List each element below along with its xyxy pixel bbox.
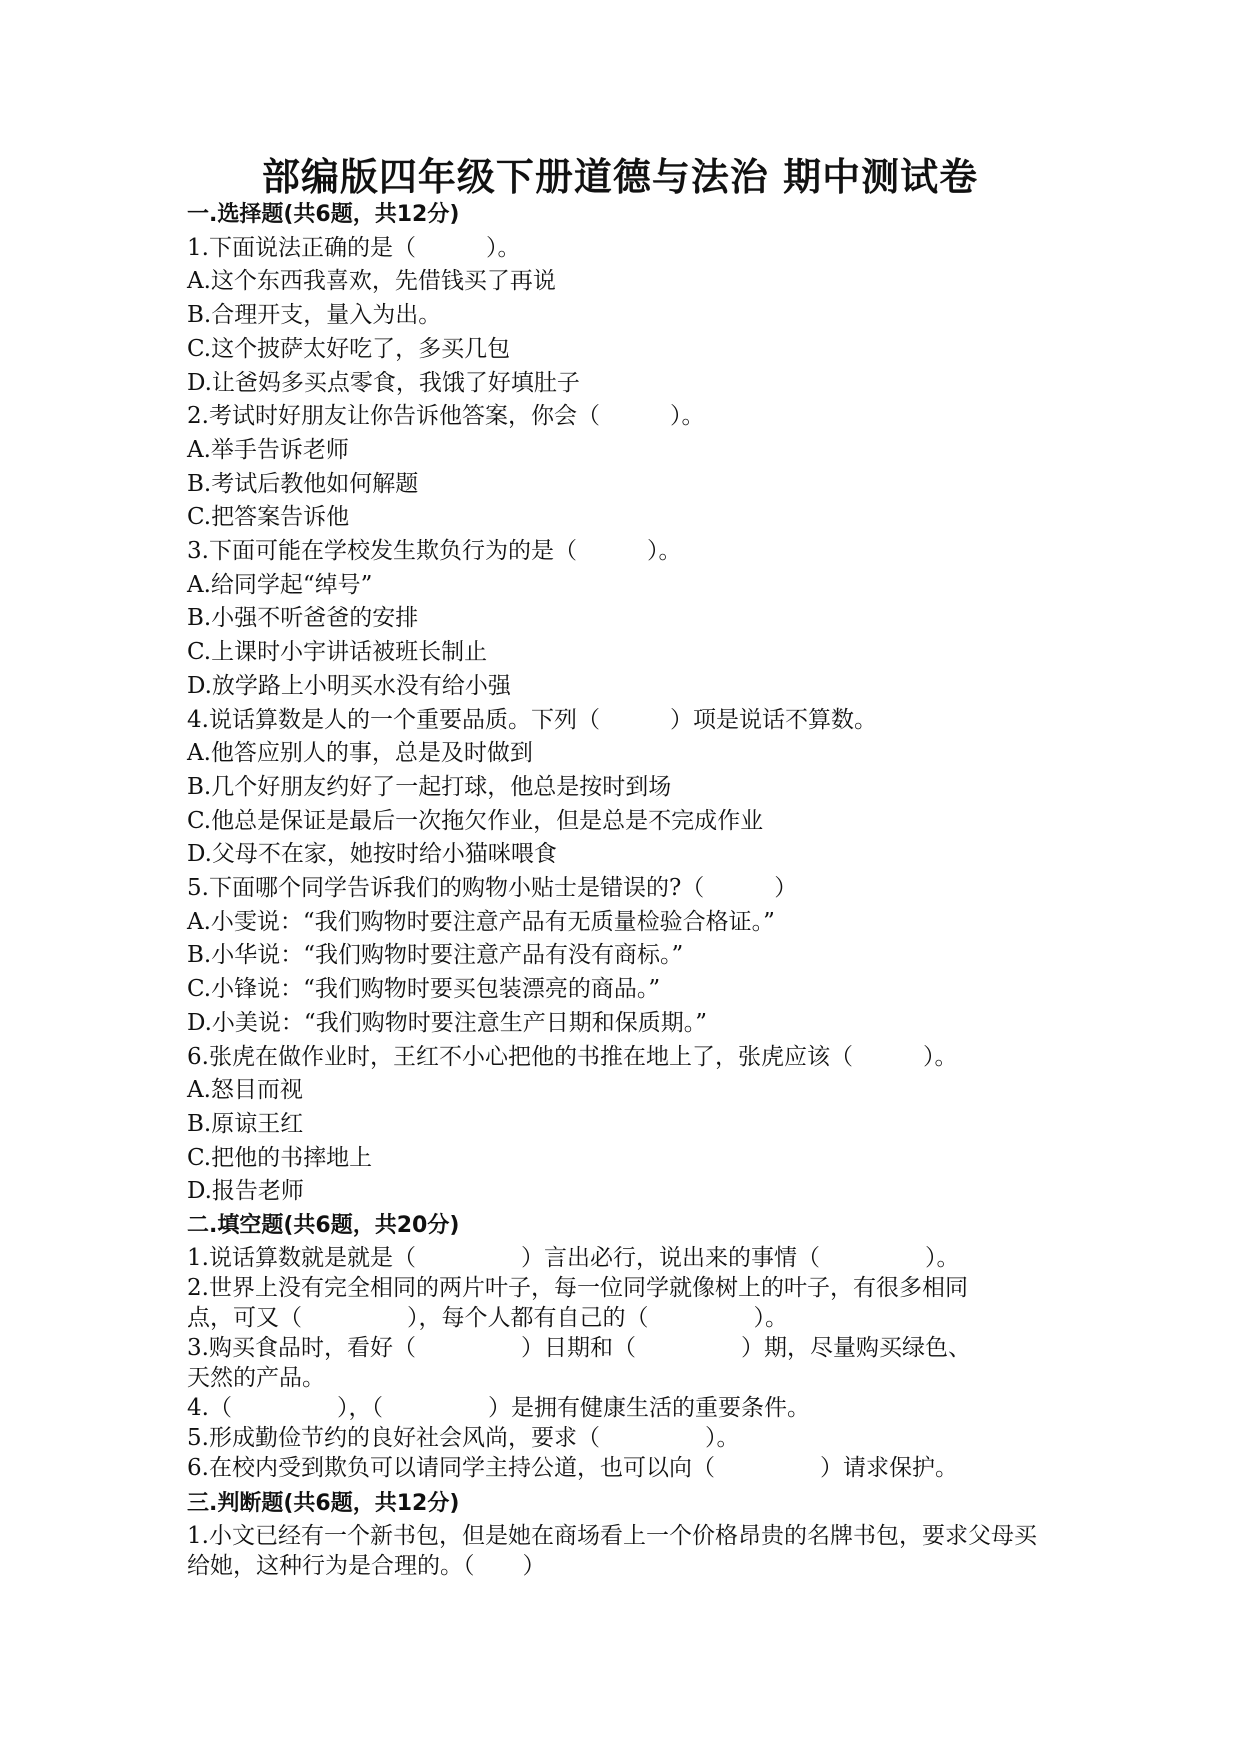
- fill-text: 点，可又（: [187, 1304, 302, 1331]
- question-fill-6: [187, 1453, 1057, 1483]
- option-a: A.这个东西我喜欢，先借钱买了再说: [187, 268, 556, 295]
- fill-text: 4.（: [187, 1394, 232, 1421]
- option-b: B.原谅王红: [187, 1110, 304, 1137]
- option-a: A.举手告诉老师: [187, 436, 349, 463]
- fill-text: ）。: [753, 1304, 788, 1331]
- question-stem-end: ）。: [669, 403, 705, 430]
- option-b: B.小华说：“我们购物时要注意产品有没有商标。”: [187, 942, 684, 969]
- option-c: C.把他的书摔地上: [187, 1144, 373, 1171]
- fill-text: 2.世界上没有完全相同的两片叶子，每一位同学就像树上的叶子，有很多相同: [187, 1274, 968, 1301]
- question-choice-2: [187, 400, 1057, 434]
- question-stem: 1.下面说法正确的是（: [187, 234, 416, 261]
- question-choice-3: [187, 535, 1057, 569]
- option-d: D.放学路上小明买水没有给小强: [187, 672, 511, 699]
- question-stem: 4.说话算数是人的一个重要品质。下列（: [187, 706, 600, 733]
- fill-text: 天然的产品。: [187, 1364, 325, 1391]
- fill-text: ）期，尽量购买绿色、: [740, 1334, 971, 1361]
- option-d: D.父母不在家，她按时给小猫咪喂食: [187, 841, 557, 868]
- option-a: A.给同学起“绰号”: [187, 571, 373, 598]
- question-choice-5: [187, 872, 1057, 906]
- question-fill-4: [187, 1393, 1057, 1423]
- fill-text: ）。: [924, 1244, 960, 1271]
- option-c: C.这个披萨太好吃了，多买几包: [187, 335, 511, 362]
- question-stem-end: ）。: [646, 538, 682, 565]
- option-c: C.小锋说：“我们购物时要买包装漂亮的商品。”: [187, 976, 661, 1003]
- question-stem: 3.下面可能在学校发生欺负行为的是（: [187, 538, 577, 565]
- option-a: A.他答应别人的事，总是及时做到: [187, 740, 533, 767]
- question-stem: 5.下面哪个同学告诉我们的购物小贴士是错误的?（: [187, 875, 705, 902]
- question-stem: 6.张虎在做作业时，王红不小心把他的书推在地上了，张虎应该（: [187, 1043, 853, 1070]
- question-choice-1: [187, 232, 1057, 266]
- section-heading-judge: 三.判断题(共6题，共12分): [187, 1490, 460, 1516]
- question-choice-4: [187, 704, 1057, 738]
- section-heading-choice: 一.选择题(共6题，共12分): [187, 202, 460, 227]
- option-a: A.小雯说：“我们购物时要注意产品有无质量检验合格证。”: [187, 908, 775, 935]
- question-judge-1: [187, 1521, 1057, 1581]
- option-c: C.把答案告诉他: [187, 504, 350, 531]
- question-choice-6: [187, 1041, 1057, 1075]
- fill-text: ）请求保护。: [819, 1454, 958, 1481]
- option-b: B.合理开支，量入为出。: [187, 302, 442, 329]
- question-stem-end: ）: [774, 875, 798, 902]
- fill-text: ），每个人都有自己的（: [407, 1304, 649, 1331]
- option-c: C.上课时小宇讲话被班长制止: [187, 639, 488, 666]
- option-c: C.他总是保证是最后一次拖欠作业，但是总是不完成作业: [187, 807, 764, 834]
- question-stem-end: ）。: [485, 234, 521, 261]
- option-a: A.怒目而视: [187, 1077, 303, 1104]
- fill-text: 1.说话算数就是就是（: [187, 1244, 416, 1271]
- fill-text: 5.形成勤俭节约的良好社会风尚，要求（: [187, 1424, 600, 1451]
- fill-text: ）言出必行，说出来的事情（: [520, 1244, 820, 1271]
- question-fill-5: [187, 1423, 1057, 1453]
- fill-text: ）是拥有健康生活的重要条件。: [487, 1394, 810, 1421]
- option-b: B.几个好朋友约好了一起打球，他总是按时到场: [187, 773, 672, 800]
- question-fill-2: [187, 1273, 1057, 1333]
- option-d: D.让爸妈多买点零食，我饿了好填肚子: [187, 369, 580, 396]
- option-d: D.报告老师: [187, 1178, 304, 1205]
- fill-text: ）日期和（: [520, 1334, 636, 1361]
- judge-text: 1.小文已经有一个新书包，但是她在商场看上一个价格昂贵的名牌书包，要求父母买给她，这种行为是合理的。（: [187, 1522, 1037, 1579]
- question-fill-1: [187, 1243, 1057, 1273]
- fill-text: 6.在校内受到欺负可以请同学主持公道，也可以向（: [187, 1454, 715, 1481]
- question-stem-end: ）项是说话不算数。: [669, 706, 877, 733]
- page-title: 部编版四年级下册道德与法治 期中测试卷: [261, 155, 979, 199]
- option-d: D.小美说：“我们购物时要注意生产日期和保质期。”: [187, 1009, 707, 1036]
- option-b: B.考试后教他如何解题: [187, 470, 419, 497]
- section-heading-fill: 二.填空题(共6题，共20分): [187, 1213, 460, 1239]
- exam-content: [187, 198, 1057, 1581]
- fill-text: 3.购买食品时，看好（: [187, 1334, 416, 1361]
- question-stem: 2.考试时好朋友让你告诉他答案，你会（: [187, 403, 600, 430]
- question-stem-end: ）。: [922, 1043, 958, 1070]
- question-fill-3: [187, 1333, 1057, 1393]
- fill-text: ），（: [336, 1394, 383, 1421]
- judge-text-end: ）: [522, 1552, 546, 1579]
- fill-text: ）。: [704, 1424, 740, 1451]
- option-b: B.小强不听爸爸的安排: [187, 605, 419, 632]
